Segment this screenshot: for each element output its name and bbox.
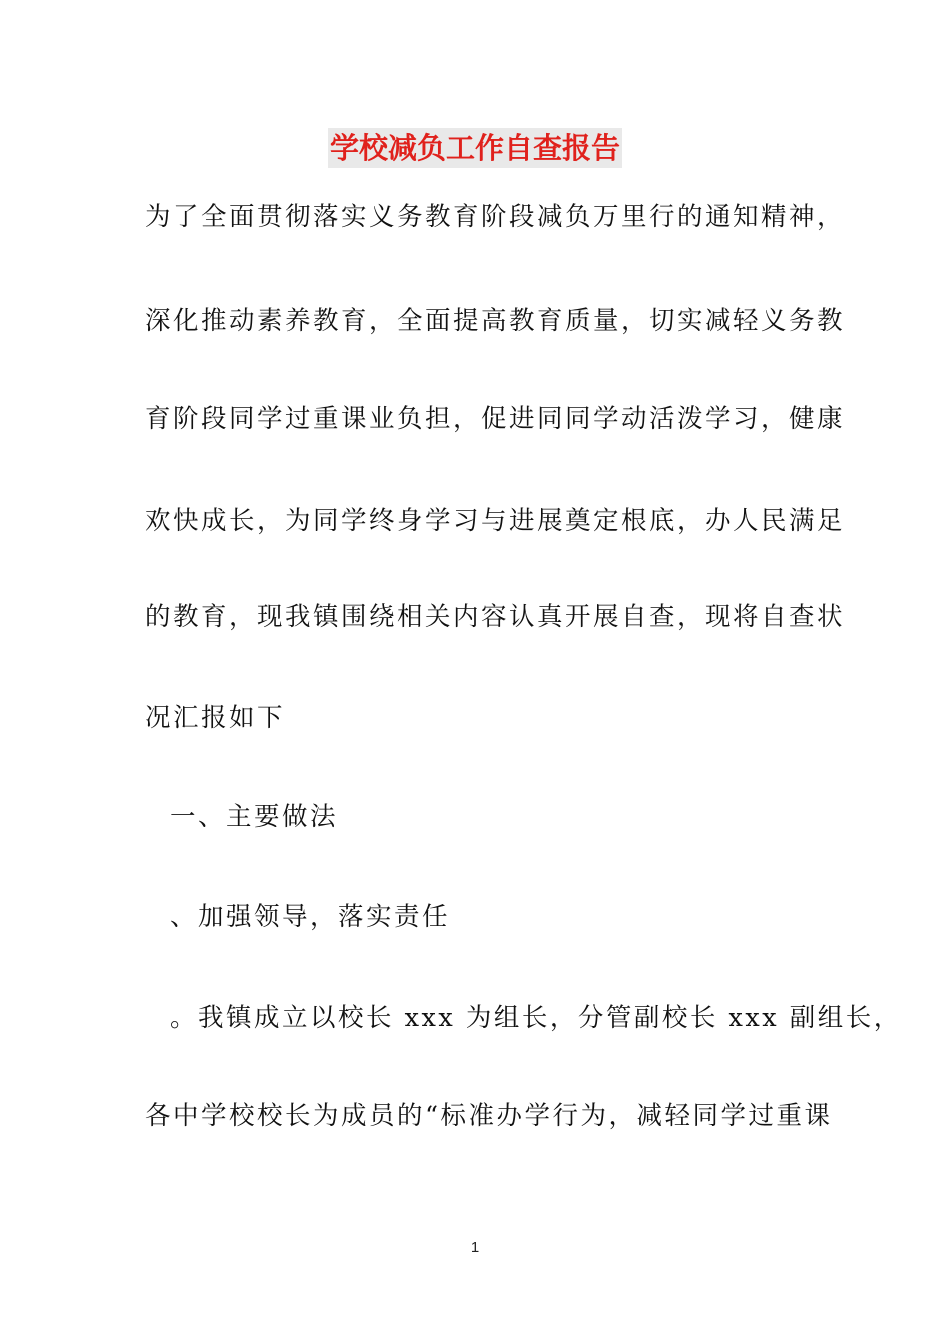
body-line-6: 况汇报如下 [145,703,286,733]
body-line-2: 深化推动素养教育，全面提高教育质量，切实减轻义务教 [145,306,846,336]
document-title: 学校减负工作自查报告 [328,128,622,168]
body-line-7: 。我镇成立以校长 xxx 为组长，分管副校长 xxx 副组长， [170,1003,902,1033]
body-line-8: 各中学校校长为成员的“标准办学行为，减轻同学过重课 [145,1101,833,1131]
subsection-heading: 、加强领导，落实责任 [170,902,451,932]
title-wrapper [0,128,950,168]
body-line-1: 为了全面贯彻落实义务教育阶段减负万里行的通知精神， [145,202,846,232]
section-heading: 一、主要做法 [170,802,339,832]
body-line-4: 欢快成长，为同学终身学习与进展奠定根底，办人民满足 [145,506,846,536]
body-line-5: 的教育，现我镇围绕相关内容认真开展自查，现将自查状 [145,602,846,632]
body-line-3: 育阶段同学过重课业负担，促进同同学动活泼学习，健康 [145,404,846,434]
page-number: 1 [470,1239,480,1256]
